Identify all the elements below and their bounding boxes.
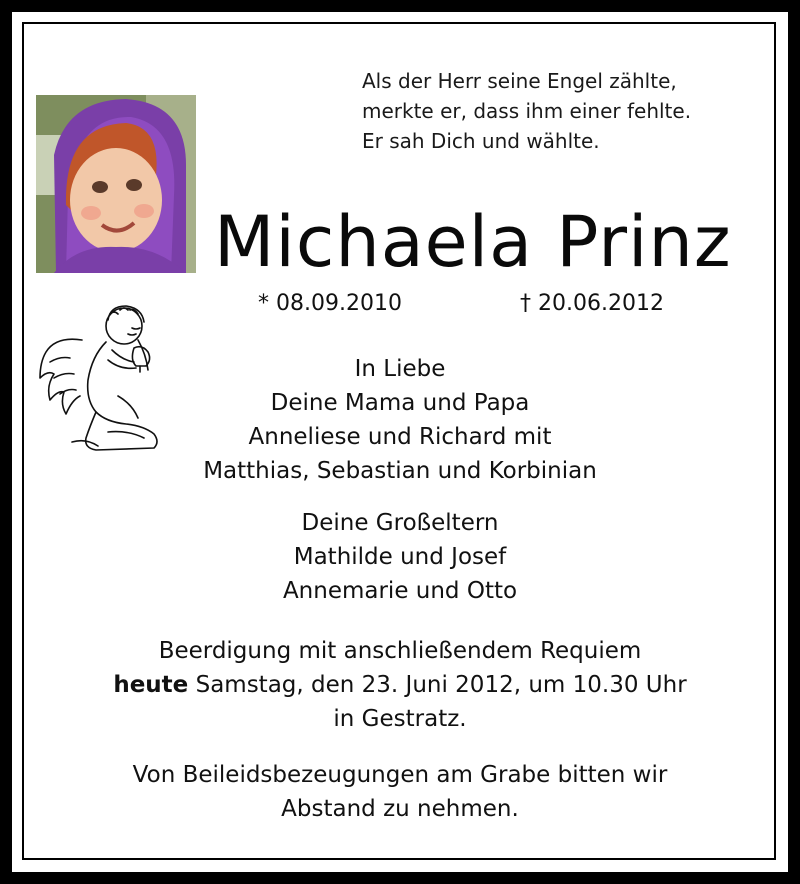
funeral-block <box>0 634 800 736</box>
closing-line: Abstand zu nehmen. <box>281 796 519 822</box>
poem-line: Er sah Dich und wählte. <box>362 129 600 153</box>
birth-date: * 08.09.2010 <box>258 291 402 316</box>
funeral-line-3: in Gestratz. <box>333 706 467 732</box>
grandparents-line: Annemarie und Otto <box>282 578 518 604</box>
deceased-name: Michaela Prinz <box>214 201 732 283</box>
grandparents-line: Mathilde und Josef <box>293 544 507 570</box>
child-portrait-photo <box>36 95 196 273</box>
funeral-line-1: Beerdigung mit anschließendem Requiem <box>158 638 642 664</box>
poem-line: merkte er, dass ihm einer fehlte. <box>362 99 692 123</box>
funeral-date-time: Samstag, den 23. Juni 2012, um 10.30 Uhr <box>188 672 687 698</box>
family-line: Deine Mama und Papa <box>270 390 530 416</box>
poem-quote <box>362 66 742 156</box>
family-line: In Liebe <box>354 356 446 382</box>
death-date: † 20.06.2012 <box>520 291 664 316</box>
funeral-line-2 <box>0 668 800 702</box>
family-line: Matthias, Sebastian und Korbinian <box>203 458 597 484</box>
closing-block <box>0 758 800 826</box>
family-block <box>0 352 800 488</box>
poem-line: Als der Herr seine Engel zählte, <box>362 69 677 93</box>
family-line: Anneliese und Richard mit <box>248 424 552 450</box>
closing-line: Von Beileidsbezeugungen am Grabe bitten wir <box>132 762 668 788</box>
today-emphasis: heute <box>113 672 189 698</box>
grandparents-block <box>0 506 800 608</box>
grandparents-line: Deine Großeltern <box>301 510 499 536</box>
